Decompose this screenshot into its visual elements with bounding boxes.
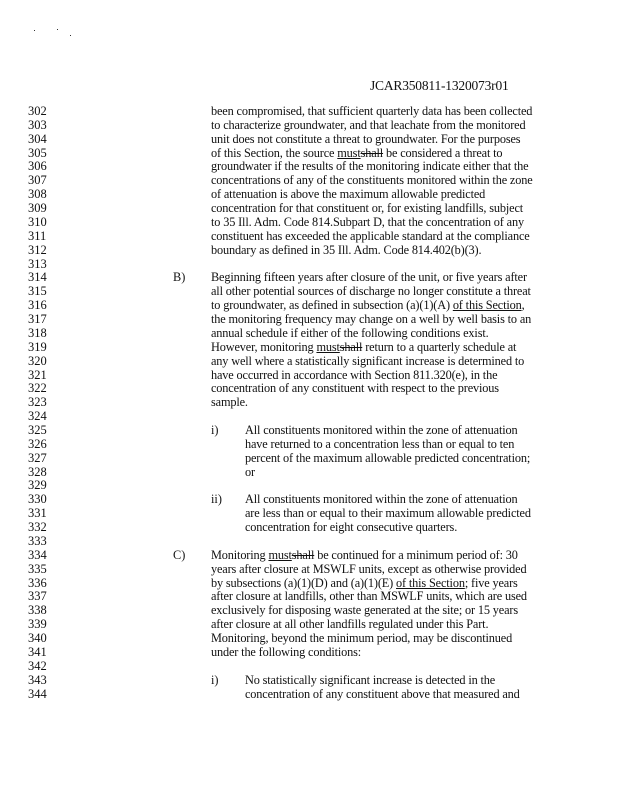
document-id-header: JCAR350811-1320073r01 [370, 78, 509, 93]
paragraph-C-i-line: No statistically significant increase is detected in the [245, 672, 496, 687]
deleted-text: shall [360, 145, 384, 160]
list-marker-B: B) [173, 270, 186, 285]
line-number: 326 [28, 436, 47, 451]
line-number: 305 [28, 145, 47, 160]
paragraph-B-line: all other potential sources of discharge no longer constitute a threat [211, 284, 531, 299]
paragraph-C-line: years after closure at MSWLF units, except as otherwise provided [211, 561, 527, 576]
line-number: 322 [28, 381, 47, 396]
paragraph-line: to 35 Ill. Adm. Code 814.Subpart D, that the concentration of any [211, 214, 524, 229]
paragraph-B-i-line: percent of the maximum allowable predicted concentration; [245, 450, 531, 465]
paragraph-B-line: the monitoring frequency may change on a well by well basis to an [211, 312, 532, 327]
paragraph-line: constituent has exceeded the applicable standard at the compliance [211, 228, 530, 243]
inserted-text: of this Section [452, 298, 522, 313]
paragraph-B-ii-line: All constituents monitored within the zone of attenuation [245, 492, 518, 507]
line-number: 332 [28, 520, 47, 535]
line-number: 311 [28, 228, 47, 243]
paragraph-line: concentration for that constituent or, for existing landfills, subject [211, 201, 524, 216]
list-marker-i: i) [211, 423, 219, 437]
paragraph-line: of attenuation is above the maximum allowable predicted [211, 187, 486, 202]
paragraph-B-line: Beginning fifteen years after closure of the unit, or five years after [211, 270, 527, 285]
paragraph-C-i-line: concentration of any constituent above that measured and [245, 686, 520, 701]
list-marker-ii: ii) [211, 492, 222, 507]
paragraph-C-line: exclusively for disposing waste generated at the site; or 15 years [211, 603, 518, 618]
line-number: 309 [28, 201, 47, 216]
paragraph-B-line: any well where a statistically significant increase is determined to [211, 353, 525, 368]
paragraph-B-ii-line: concentration for eight consecutive quarters. [245, 520, 458, 535]
line-number: 333 [28, 533, 47, 548]
paragraph-B-line: However, monitoring mustshall return to a quarterly schedule at [211, 339, 517, 354]
line-number: 336 [28, 575, 47, 590]
line-number: 337 [28, 589, 47, 604]
paragraph-C-line: Monitoring, beyond the minimum period, may be discontinued [211, 631, 513, 646]
paragraph-B-i-line: or [245, 464, 255, 479]
line-number: 340 [28, 631, 47, 646]
line-number: 324 [28, 409, 47, 424]
deleted-text: shall [339, 339, 363, 354]
line-number: 313 [28, 256, 47, 271]
line-number: 338 [28, 603, 47, 618]
paragraph-B-line: annual schedule if either of the following conditions exist. [211, 325, 489, 340]
paragraph-B-i-line: have returned to a concentration less than or equal to ten [245, 436, 515, 451]
line-number: 334 [28, 547, 47, 562]
line-number: 308 [28, 187, 47, 202]
list-marker-C-i: i) [211, 672, 219, 687]
paragraph-line: of this Section, the source mustshall be considered a threat to [211, 145, 503, 160]
deleted-text: shall [291, 547, 315, 562]
line-number: 325 [28, 423, 47, 437]
paragraph-line: concentrations of any of the constituents monitored within the zone [211, 173, 533, 188]
line-number: 316 [28, 298, 47, 313]
line-number: 317 [28, 312, 47, 327]
paragraph-B-line: sample. [211, 395, 248, 410]
scan-speck [34, 30, 35, 31]
inserted-text: must [316, 339, 340, 354]
line-number: 341 [28, 644, 47, 659]
paragraph-B-line: concentration of any constituent with respect to the previous [211, 381, 499, 396]
line-number: 312 [28, 242, 47, 257]
paragraph-line: to characterize groundwater, and that leachate from the monitored [211, 117, 526, 132]
line-number: 321 [28, 367, 47, 382]
paragraph-line: been compromised, that sufficient quarterly data has been collected [211, 104, 533, 118]
line-number: 327 [28, 450, 47, 465]
paragraph-C-line: under the following conditions: [211, 644, 362, 659]
inserted-text: must [268, 547, 292, 562]
line-number: 304 [28, 131, 47, 146]
paragraph-C-line: after closure at landfills, other than MSWLF units, which are used [211, 589, 527, 604]
line-number: 342 [28, 658, 47, 673]
line-number: 306 [28, 159, 47, 174]
line-number: 314 [28, 270, 47, 285]
paragraph-B-line: to groundwater, as defined in subsection (a)(1)(A) of this Section, [211, 298, 525, 313]
line-number: 335 [28, 561, 47, 576]
scan-speck [57, 29, 58, 30]
line-number: 302 [28, 104, 47, 118]
paragraph-C-line: by subsections (a)(1)(D) and (a)(1)(E) of this Section; five years [211, 575, 518, 590]
line-number: 339 [28, 617, 47, 632]
list-marker-C: C) [173, 547, 186, 562]
line-number: 329 [28, 478, 47, 493]
line-number: 310 [28, 214, 47, 229]
line-number: 323 [28, 395, 47, 410]
line-number: 343 [28, 672, 47, 687]
line-number: 320 [28, 353, 47, 368]
inserted-text: of this Section [396, 575, 465, 590]
line-number: 328 [28, 464, 47, 479]
line-number: 344 [28, 686, 47, 701]
inserted-text: must [337, 145, 361, 160]
line-number: 319 [28, 339, 47, 354]
line-number: 315 [28, 284, 47, 299]
line-number: 318 [28, 325, 47, 340]
line-number: 330 [28, 492, 47, 507]
paragraph-line: boundary as defined in 35 Ill. Adm. Code 814.402(b)(3). [211, 242, 482, 257]
paragraph-line: groundwater if the results of the monitoring indicate either that the [211, 159, 529, 174]
line-number: 307 [28, 173, 47, 188]
paragraph-C-line: Monitoring mustshall be continued for a minimum period of: 30 [211, 547, 518, 562]
paragraph-B-i-line: All constituents monitored within the zone of attenuation [245, 423, 518, 437]
line-number: 331 [28, 506, 47, 521]
scan-speck [70, 35, 71, 36]
paragraph-B-ii-line: are less than or equal to their maximum allowable predicted [245, 506, 531, 521]
paragraph-B-line: have occurred in accordance with Section 811.320(e), in the [211, 367, 498, 382]
paragraph-C-line: after closure at all other landfills regulated under this Part. [211, 617, 489, 632]
line-number: 303 [28, 117, 47, 132]
paragraph-line: unit does not constitute a threat to groundwater. For the purposes [211, 131, 521, 146]
